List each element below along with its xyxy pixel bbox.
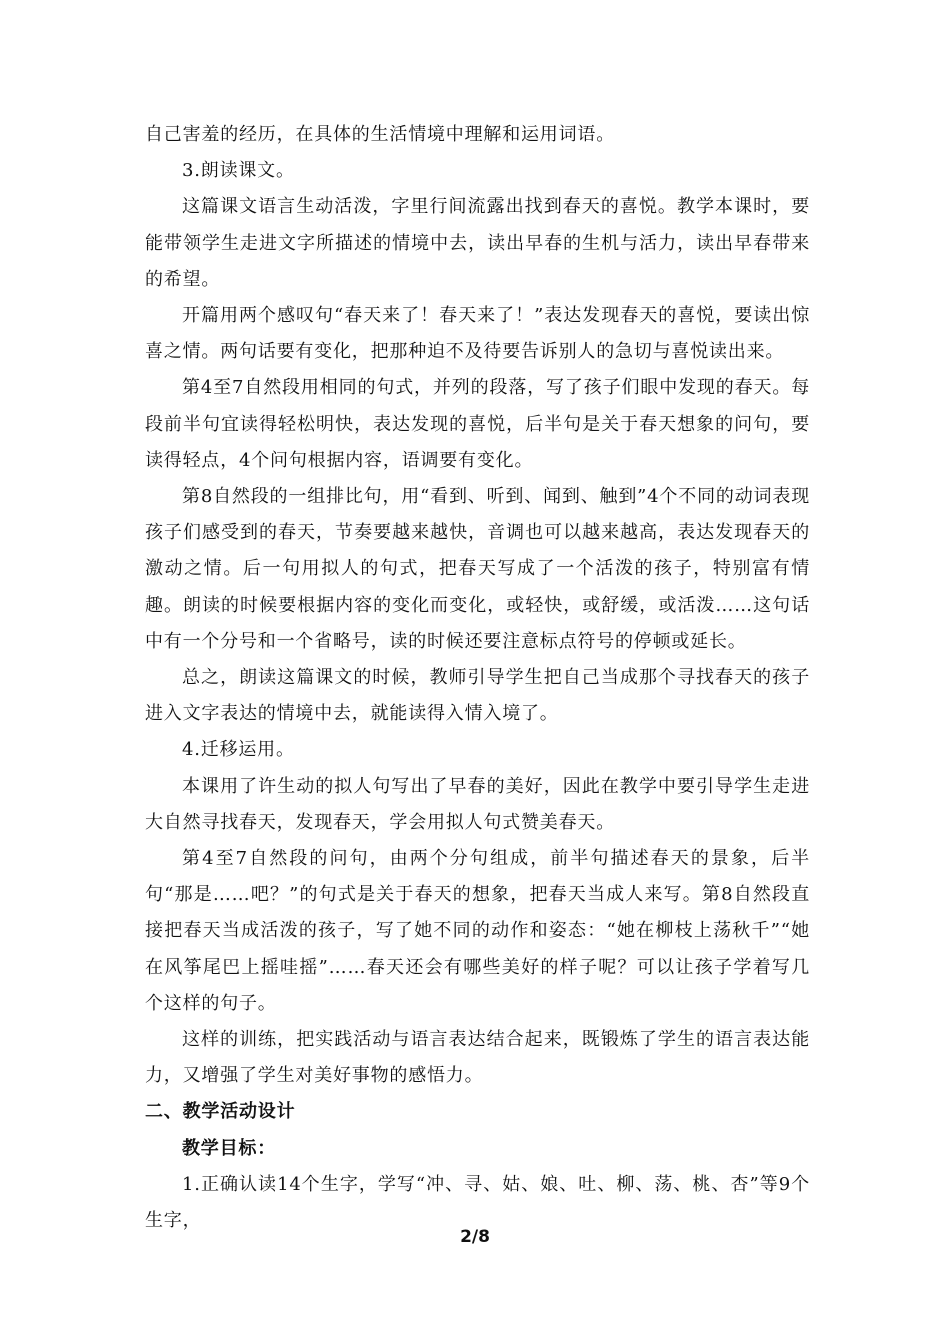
section-heading: 二、教学活动设计 xyxy=(145,1101,296,1123)
paragraph-continuation: 自己害羞的经历，在具体的生活情境中理解和运用词语。 xyxy=(145,124,615,145)
sub-heading-goals: 教学目标： xyxy=(182,1137,276,1159)
paragraph: 第8自然段的一组排比句，用“看到、听到、闻到、触到”4个不同的动词表现孩子们感受到的春天，节奏要越来越快，音调也可以越来越高，表达发现春天的激动之情。后一句用拟人的句式，把春天写成了一个活泼的孩子，特别富有情趣。朗读的时候要根据内容的变化而变化，或轻快，或舒缓，或活泼……这句话中有一个分号和一个省略号，读的时候还要注意标点符号的停顿或延长。 xyxy=(145,486,810,652)
document-body xyxy=(145,117,810,1239)
paragraph: 开篇用两个感叹句“春天来了！春天来了！”表达发现春天的喜悦，要读出惊喜之情。两句话要有变化，把那种迫不及待要告诉别人的急切与喜悦读出来。 xyxy=(145,305,810,363)
paragraph: 第4至7自然段用相同的句式，并列的段落，写了孩子们眼中发现的春天。每段前半句宜读得轻松明快，表达发现的喜悦，后半句是关于春天想象的问句，要读得轻点，4个问句根据内容，语调要有变化。 xyxy=(145,377,810,471)
page-number: 2/8 xyxy=(460,1227,490,1247)
paragraph: 总之，朗读这篇课文的时候，教师引导学生把自己当成那个寻找春天的孩子进入文字表达的情境中去，就能读得入情入境了。 xyxy=(145,667,810,725)
paragraph: 这篇课文语言生动活泼，字里行间流露出找到春天的喜悦。教学本课时，要能带领学生走进文字所描述的情境中去，读出早春的生机与活力，读出早春带来的希望。 xyxy=(145,196,810,290)
item-heading-transfer: 4.迁移运用。 xyxy=(182,739,295,761)
paragraph: 第4至7自然段的问句，由两个分句组成，前半句描述春天的景象，后半句“那是……吧？”的句式是关于春天的想象，把春天当成人来写。第8自然段直接把春天当成活泼的孩子，写了她不同的动作和姿态：“她在柳枝上荡秋千”“她在风筝尾巴上摇哇摇”……春天还会有哪些美好的样子呢？可以让孩子学着写几个这样的句子。 xyxy=(145,848,810,1014)
paragraph: 本课用了许生动的拟人句写出了早春的美好，因此在教学中要引导学生走进大自然寻找春天，发现春天，学会用拟人句式赞美春天。 xyxy=(145,775,810,833)
goal-item: 1.正确认读14个生字，学写“冲、寻、姑、娘、吐、柳、荡、桃、杏”等9个生字， xyxy=(145,1173,810,1232)
item-heading-read-aloud: 3.朗读课文。 xyxy=(182,160,295,182)
paragraph: 这样的训练，把实践活动与语言表达结合起来，既锻炼了学生的语言表达能力，又增强了学生对美好事物的感悟力。 xyxy=(145,1029,810,1087)
